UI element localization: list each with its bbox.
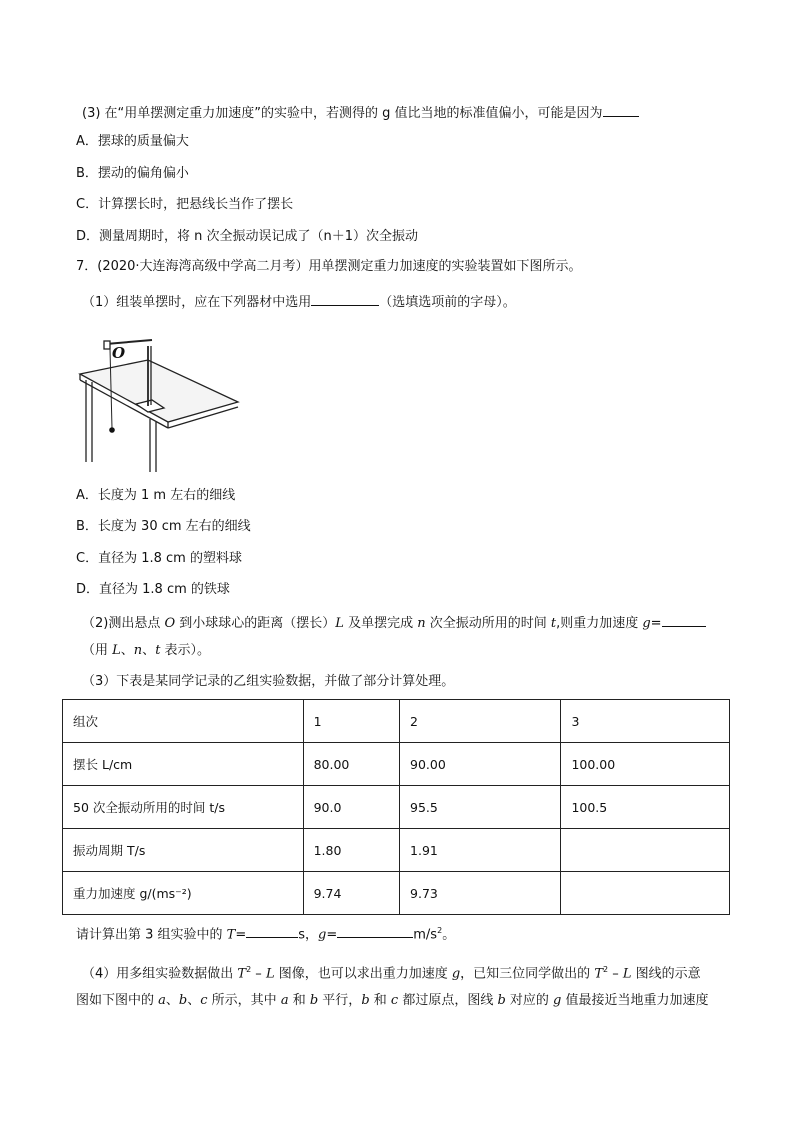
pendulum-apparatus-figure (78, 330, 240, 472)
option-c: C．直径为 1.8 cm 的塑料球 (76, 551, 242, 566)
table-cell: 1.91 (400, 829, 561, 872)
part-3-stem: （3）下表是某同学记录的乙组实验数据，并做了部分计算处理。 (82, 674, 455, 689)
table-cell: 3 (561, 700, 730, 743)
table-top (80, 360, 238, 422)
part-2-note: （用 L、n、t 表示）。 (82, 643, 211, 658)
answer-blank (603, 102, 639, 117)
option-c: C．计算摆长时，把悬线长当作了摆长 (76, 197, 294, 212)
answer-blank (311, 291, 379, 306)
table-cell: 80.00 (303, 743, 399, 786)
answer-blank (246, 923, 298, 938)
part-3-calc: 请计算出第 3 组实验中的 T= s，$g= m/s^2$。 (76, 922, 455, 944)
table-row (63, 829, 730, 872)
part-4-stem-line2: 图如下图中的 a、b、c 所示，其中 a 和 b 平行，b 和 c 都过原点，图线 b 对应的 g 值最接近当地重力加速度 (76, 993, 709, 1008)
table-cell: 100.5 (561, 786, 730, 829)
table-cell: 2 (400, 700, 561, 743)
table-cell: 9.74 (303, 872, 399, 915)
table-cell (561, 829, 730, 872)
table-cell: 90.0 (303, 786, 399, 829)
question-3-stem: (3) 在“用单摆测定重力加速度”的实验中，若测得的 g 值比当地的标准值偏小，可能是因为 (82, 102, 639, 123)
data-table (62, 699, 730, 915)
question-7-intro: 7．(2020·大连海湾高级中学高二月考）用单摆测定重力加速度的实验装置如下图所示。 (76, 259, 582, 274)
part-1-stem: （1）组装单摆时，应在下列器材中选用 （选填选项前的字母）。 (82, 291, 516, 312)
table-row (63, 786, 730, 829)
table-row (63, 743, 730, 786)
answer-blank (337, 923, 413, 938)
table-cell: 振动周期 T/s (63, 829, 304, 872)
option-b: B．摆动的偏角偏小 (76, 166, 189, 181)
table-cell (561, 872, 730, 915)
table-cell: 组次 (63, 700, 304, 743)
table-cell: 摆长 L/cm (63, 743, 304, 786)
table-cell: 1.80 (303, 829, 399, 872)
option-a: A．长度为 1 m 左右的细线 (76, 488, 236, 503)
table-cell: 9.73 (400, 872, 561, 915)
pivot-label: O (112, 344, 126, 362)
table-cell: 95.5 (400, 786, 561, 829)
option-a: A．摆球的质量偏大 (76, 134, 189, 149)
table-cell: 1 (303, 700, 399, 743)
option-d: D．直径为 1.8 cm 的铁球 (76, 582, 230, 597)
table-cell: 100.00 (561, 743, 730, 786)
part-4-stem-line1: （4）用多组实验数据做出 $T^2$ – L 图像，也可以求出重力加速度 g，已知三位同学做出的 $T^2$ – L 图线的示意 (82, 965, 701, 982)
option-d: D．测量周期时，将 n 次全振动误记成了（n＋1）次全振动 (76, 229, 419, 244)
answer-blank (662, 612, 706, 627)
table-row (63, 700, 730, 743)
option-b: B．长度为 30 cm 左右的细线 (76, 519, 251, 534)
table-row (63, 872, 730, 915)
part-2-stem: （2)测出悬点 O 到小球球心的距离（摆长）L 及单摆完成 n 次全振动所用的时间 t,则重力加速度 g= (82, 612, 706, 633)
table-cell: 90.00 (400, 743, 561, 786)
clamp (104, 341, 110, 349)
table-cell: 重力加速度 g/(ms⁻²) (63, 872, 304, 915)
table-cell: 50 次全振动所用的时间 t/s (63, 786, 304, 829)
pendulum-bob (109, 427, 115, 433)
